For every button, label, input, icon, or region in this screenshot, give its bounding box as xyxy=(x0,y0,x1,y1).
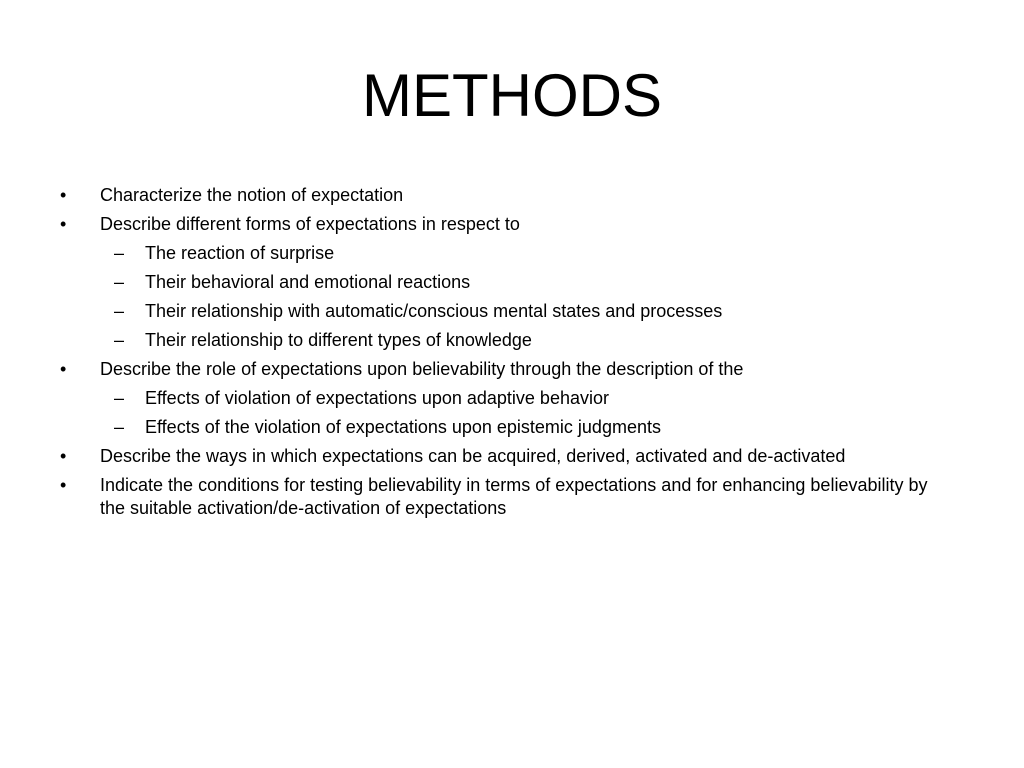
dash-icon: – xyxy=(114,330,125,350)
list-item-text: Characterize the notion of expectation xyxy=(100,185,404,205)
list-item-text: Describe different forms of expectations in respect to xyxy=(100,214,520,234)
list-item-text: Indicate the conditions for testing believability in terms of expectations and for enhancing believability by the suitable activation/de-activation of expectations xyxy=(100,475,928,518)
sub-list-item xyxy=(0,416,1024,439)
bullet-list xyxy=(0,184,1024,526)
list-item xyxy=(0,474,1024,520)
list-item-text: Describe the role of expectations upon believability through the description of the xyxy=(100,359,744,379)
sub-list-item-text: The reaction of surprise xyxy=(145,243,335,263)
sub-list-item-text: Effects of violation of expectations upon adaptive behavior xyxy=(145,388,609,408)
dash-icon: – xyxy=(114,388,125,408)
sub-list-item xyxy=(0,271,1024,294)
list-item xyxy=(0,184,1024,207)
bullet-icon: • xyxy=(60,214,67,234)
slide-title: METHODS xyxy=(362,62,662,129)
sub-list-item-text: Their relationship to different types of knowledge xyxy=(145,330,532,350)
sub-list-item xyxy=(0,300,1024,323)
dash-icon: – xyxy=(114,272,125,292)
dash-icon: – xyxy=(114,243,125,263)
sub-list-item xyxy=(0,242,1024,265)
list-item-text: Describe the ways in which expectations can be acquired, derived, activated and de-activated xyxy=(100,446,846,466)
sub-list-item-text: Effects of the violation of expectations upon epistemic judgments xyxy=(145,417,661,437)
bullet-icon: • xyxy=(60,359,67,379)
bullet-icon: • xyxy=(60,446,67,466)
dash-icon: – xyxy=(114,301,125,321)
sub-list-item-text: Their relationship with automatic/conscious mental states and processes xyxy=(145,301,723,321)
sub-list-item-text: Their behavioral and emotional reactions xyxy=(145,272,471,292)
dash-icon: – xyxy=(114,417,125,437)
sub-list-item xyxy=(0,329,1024,352)
list-item xyxy=(0,213,1024,236)
list-item xyxy=(0,445,1024,468)
sub-list-item xyxy=(0,387,1024,410)
list-item xyxy=(0,358,1024,381)
bullet-icon: • xyxy=(60,475,67,495)
bullet-icon: • xyxy=(60,185,67,205)
